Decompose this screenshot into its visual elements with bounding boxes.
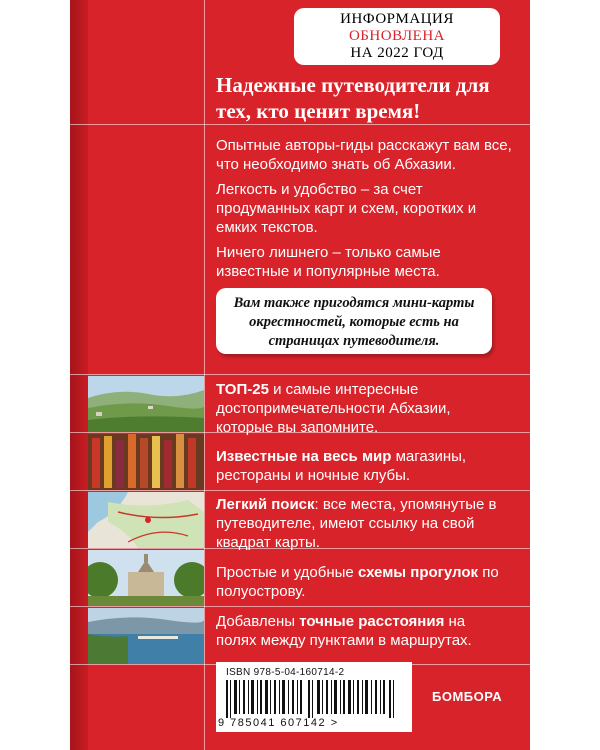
feature-text: магазины, рестораны и ночные клубы. bbox=[216, 448, 467, 484]
spine-edge bbox=[70, 0, 88, 750]
isbn-digits: 9 785041 607142 > bbox=[218, 717, 339, 729]
feature-search bbox=[216, 495, 506, 552]
slogan-heading: Надежные путеводители для тех, кто ценит время! bbox=[216, 73, 490, 123]
page-margin bbox=[0, 0, 70, 750]
intro-paragraph: Ничего лишнего – только самые известные и популярные места. bbox=[216, 244, 441, 280]
intro-paragraph: Опытные авторы-гиды расскажут вам все, что необходимо знать об Абхазии. bbox=[216, 137, 512, 173]
market-photo bbox=[88, 434, 204, 490]
intro-paragraph: Легкость и удобство – за счет продуманных карт и схем, коротких и емких текстов. bbox=[216, 181, 477, 236]
feature-walks bbox=[216, 563, 506, 601]
badge-line-2: ОБНОВЛЕНА bbox=[348, 28, 446, 44]
feature-text: на полях между пунктами в маршрутах. bbox=[216, 613, 472, 649]
feature-bold: Известные на весь мир bbox=[216, 448, 392, 465]
feature-top25 bbox=[216, 380, 506, 437]
badge-line-3: НА 2022 ГОД bbox=[350, 45, 444, 61]
feature-text: по полуострову. bbox=[216, 564, 499, 600]
badge-line-1: ИНФОРМАЦИЯ bbox=[340, 11, 454, 27]
isbn-label: ISBN 978-5-04-160714-2 bbox=[226, 667, 345, 678]
barcode-icon bbox=[226, 680, 402, 718]
isbn-barcode-box bbox=[216, 662, 412, 732]
feature-bold: точные расстояния bbox=[299, 613, 445, 630]
book-back-cover bbox=[70, 0, 530, 750]
hills-photo bbox=[88, 376, 204, 432]
feature-distances bbox=[216, 612, 506, 650]
feature-text: Добавлены bbox=[216, 613, 300, 630]
divider bbox=[70, 490, 530, 491]
updated-info-badge bbox=[294, 8, 500, 65]
feature-text: и самые интересные достопримечательности Абхазии, которые вы запомните. bbox=[216, 381, 451, 436]
column-divider bbox=[204, 0, 205, 750]
monastery-photo bbox=[88, 550, 204, 606]
feature-bold: схемы прогулок bbox=[357, 564, 479, 581]
divider bbox=[70, 124, 530, 125]
feature-famous bbox=[216, 447, 506, 485]
publisher-logo: БОМБОРА bbox=[432, 689, 503, 704]
coast-photo bbox=[88, 608, 204, 664]
divider bbox=[70, 606, 530, 607]
feature-bold: ТОП-25 bbox=[216, 381, 269, 398]
divider bbox=[70, 374, 530, 375]
map-photo bbox=[88, 492, 204, 548]
mini-maps-note: Вам также пригодятся мини-карты окрестностей, которые есть на страницах путеводителя. bbox=[216, 288, 492, 354]
feature-bold: Легкий поиск bbox=[216, 496, 315, 513]
feature-text: : все места, упомянутые в путеводителе, имеют ссылку на свой квадрат карты. bbox=[216, 496, 497, 551]
feature-text: Простые и удобные bbox=[216, 564, 358, 581]
